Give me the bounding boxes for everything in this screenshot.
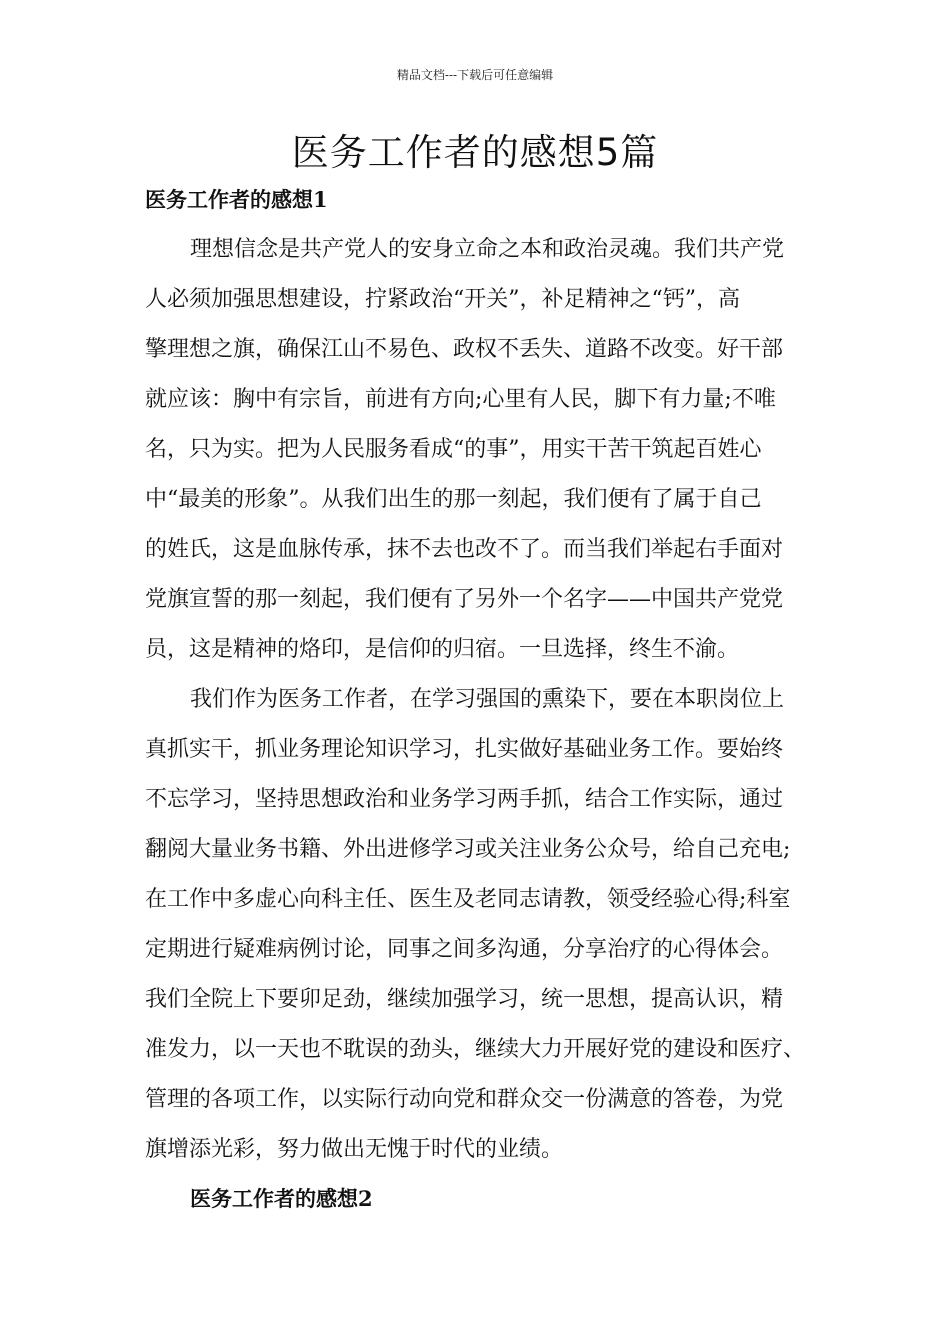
paragraph-1-line: 的姓氏，这是血脉传承，抹不去也改不了。而当我们举起右手面对 [145, 537, 784, 562]
paragraph-2-line: 在工作中多虚心向科主任、医生及老同志请教，领受经验心得;科室 [145, 887, 791, 912]
document-title: 医务工作者的感想5篇 [291, 131, 659, 174]
paragraph-2-line: 我们全院上下要卯足劲，继续加强学习，统一思想，提高认识，精 [145, 987, 784, 1012]
section-heading-2: 医务工作者的感想2 [190, 1186, 373, 1211]
paragraph-2-line: 定期进行疑难病例讨论，同事之间多沟通，分享治疗的心得体会。 [145, 937, 784, 962]
paragraph-2-line: 准发力，以一天也不耽误的劲头，继续大力开展好党的建设和医疗、 [145, 1037, 806, 1062]
paragraph-1-line: 员，这是精神的烙印，是信仰的归宿。一旦选择，终生不渝。 [145, 637, 740, 662]
paragraph-1-line: 擎理想之旗，确保江山不易色、政权不丢失、道路不改变。好干部 [145, 337, 784, 362]
paragraph-2-line: 真抓实干，抓业务理论知识学习，扎实做好基础业务工作。要始终 [145, 737, 784, 762]
header-note: 精品文档---下载后可任意编辑 [396, 68, 554, 82]
paragraph-1-line: 就应该：胸中有宗旨，前进有方向;心里有人民，脚下有力量;不唯 [145, 387, 776, 412]
paragraph-1-line: 理想信念是共产党人的安身立命之本和政治灵魂。我们共产党 [190, 237, 785, 262]
paragraph-2-line: 不忘学习，坚持思想政治和业务学习两手抓，结合工作实际，通过 [145, 787, 784, 812]
section-heading-1: 医务工作者的感想1 [145, 187, 328, 212]
paragraph-2-line: 翻阅大量业务书籍、外出进修学习或关注业务公众号，给自己充电; [145, 837, 791, 862]
paragraph-1-line: 党旗宣誓的那一刻起，我们便有了另外一个名字——中国共产党党 [145, 587, 784, 612]
paragraph-2-line: 旗增添光彩，努力做出无愧于时代的业绩。 [145, 1137, 564, 1162]
paragraph-2-line: 管理的各项工作，以实际行动向党和群众交一份满意的答卷，为党 [145, 1087, 784, 1112]
paragraph-2-line: 我们作为医务工作者，在学习强国的熏染下，要在本职岗位上 [190, 687, 785, 712]
paragraph-1-line: 中“最美的形象”。从我们出生的那一刻起，我们便有了属于自己 [145, 487, 762, 512]
paragraph-1-line: 名，只为实。把为人民服务看成“的事”，用实干苦干筑起百姓心 [145, 437, 762, 462]
paragraph-1-line: 人必须加强思想建设，拧紧政治“开关”，补足精神之“钙”，高 [145, 287, 740, 312]
